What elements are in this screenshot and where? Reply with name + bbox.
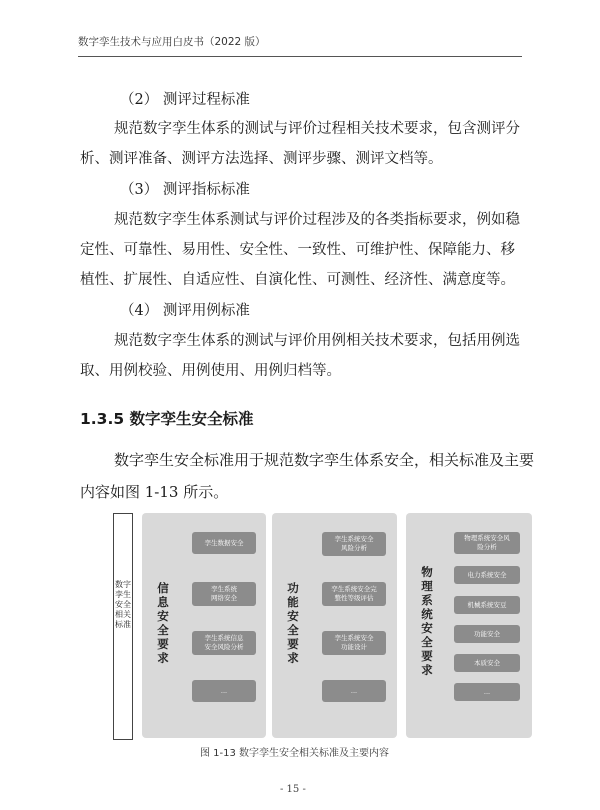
section-3-title: （3） 测评指标标准: [120, 182, 250, 198]
intro-line-2: 内容如图 1-13 所示。: [80, 483, 229, 501]
box-item: 功能安全: [454, 625, 520, 643]
page-number: - 15 -: [280, 784, 306, 795]
figure-frame-label: 数字孪生安全相关标准: [115, 580, 131, 629]
box-item: 孪生系统安全 风险分析: [322, 532, 386, 556]
running-header: 数字孪生技术与应用白皮书（2022 版）: [78, 36, 266, 48]
panel-title: 物理系统安全要求: [421, 565, 433, 677]
section-3-line-3: 植性、扩展性、自适应性、自演化性、可测性、经济性、满意度等。: [80, 272, 515, 288]
section-3-line-1: 规范数字孪生体系测试与评价过程涉及的各类指标要求，例如稳: [114, 212, 520, 228]
box-item: 机械系统安豆: [454, 596, 520, 614]
box-item: 孪生系统信息 安全风险分析: [192, 631, 256, 655]
section-2-line-1: 规范数字孪生体系的测试与评价过程相关技术要求，包含测评分: [114, 121, 520, 137]
section-4-line-2: 取、用例校验、用例使用、用例归档等。: [80, 363, 341, 379]
section-heading: 1.3.5 数字孪生安全标准: [80, 410, 254, 428]
box-item: 孪生数据安全: [192, 532, 256, 554]
box-item: 孪生系统 网络安全: [192, 582, 256, 606]
section-4-title: （4） 测评用例标准: [120, 303, 250, 319]
box-item: 孪生系统安全完 整性等级评估: [322, 582, 386, 606]
box-item: ...: [454, 683, 520, 701]
box-item: ...: [322, 680, 386, 702]
section-3-line-2: 定性、可靠性、易用性、安全性、一致性、可维护性、保障能力、移: [80, 242, 515, 258]
section-2-title: （2） 测评过程标准: [120, 92, 250, 108]
box-item: 物理系统安全风 险分析: [454, 532, 520, 554]
panel-functional-safety: [272, 513, 397, 738]
header-rule: [78, 56, 522, 57]
section-2-line-2: 析、测评准备、测评方法选择、测评步骤、测评文档等。: [80, 151, 443, 167]
box-item: ...: [192, 680, 256, 702]
panel-title: 信息安全要求: [157, 581, 169, 665]
box-item: 电力系统安全: [454, 566, 520, 584]
section-4-line-1: 规范数字孪生体系的测试与评价用例相关技术要求，包括用例选: [114, 333, 520, 349]
panel-info-security: [142, 513, 266, 738]
box-item: 本质安全: [454, 654, 520, 672]
intro-line-1: 数字孪生安全标准用于规范数字孪生体系安全，相关标准及主要: [114, 451, 535, 469]
panel-title: 功能安全要求: [287, 581, 299, 665]
panel-physical-safety: [406, 513, 532, 738]
figure-caption: 图 1-13 数字孪生安全相关标准及主要内容: [200, 748, 390, 759]
box-item: 孪生系统安全 功能设计: [322, 631, 386, 655]
